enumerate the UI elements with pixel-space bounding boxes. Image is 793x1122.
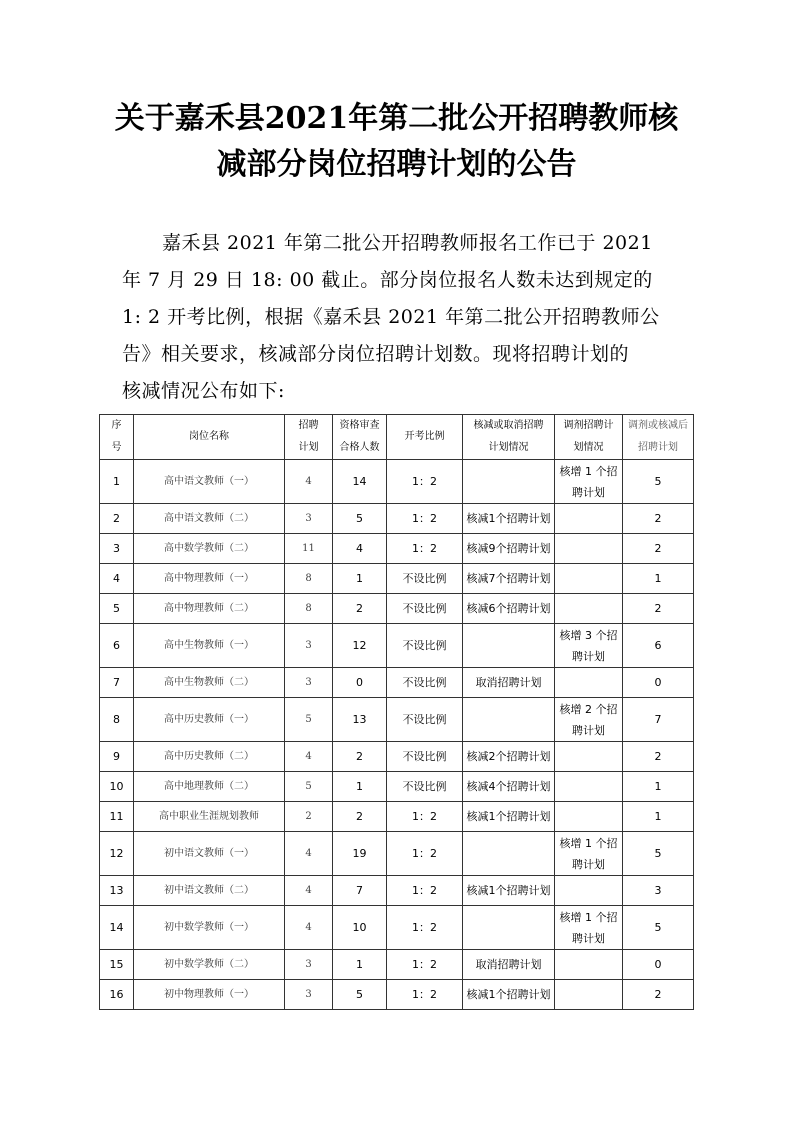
cell-adjust bbox=[555, 564, 623, 594]
cell-seq: 8 bbox=[100, 698, 134, 742]
cell-final: 7 bbox=[623, 698, 694, 742]
cell-plan: 2 bbox=[285, 802, 333, 832]
announcement-title-line2: 减部分岗位招聘计划的公告 bbox=[216, 147, 577, 182]
cell-change: 核减6个招聘计划 bbox=[463, 594, 555, 624]
cell-seq: 5 bbox=[100, 594, 134, 624]
cell-adjust bbox=[555, 668, 623, 698]
cell-ratio: 不设比例 bbox=[387, 772, 463, 802]
cell-plan: 8 bbox=[285, 564, 333, 594]
cell-position-name: 高中生物教师（一） bbox=[134, 624, 285, 668]
cell-final: 2 bbox=[623, 594, 694, 624]
cell-ratio: 1：2 bbox=[387, 950, 463, 980]
cell-qualified: 19 bbox=[333, 832, 387, 876]
cell-seq: 13 bbox=[100, 876, 134, 906]
cell-final: 2 bbox=[623, 504, 694, 534]
body-line: 嘉禾县 2021 年第二批公开招聘教师报名工作已于 2021 bbox=[162, 232, 653, 254]
cell-plan: 4 bbox=[285, 742, 333, 772]
table-row bbox=[100, 772, 694, 802]
cell-final: 1 bbox=[623, 802, 694, 832]
table-row bbox=[100, 906, 694, 950]
table-row bbox=[100, 534, 694, 564]
cell-adjust-line: 聘计划 bbox=[572, 931, 605, 945]
cell-position-name: 高中数学教师（二） bbox=[134, 534, 285, 564]
cell-seq: 3 bbox=[100, 534, 134, 564]
table-row bbox=[100, 668, 694, 698]
cell-adjust bbox=[555, 772, 623, 802]
cell-change bbox=[463, 460, 555, 504]
cell-final: 2 bbox=[623, 534, 694, 564]
cell-qualified: 5 bbox=[333, 980, 387, 1010]
cell-qualified: 13 bbox=[333, 698, 387, 742]
cell-change bbox=[463, 698, 555, 742]
cell-final: 1 bbox=[623, 772, 694, 802]
cell-adjust bbox=[555, 594, 623, 624]
cell-final: 3 bbox=[623, 876, 694, 906]
cell-position-name: 高中历史教师（二） bbox=[134, 742, 285, 772]
cell-final: 0 bbox=[623, 950, 694, 980]
cell-position-name: 高中生物教师（二） bbox=[134, 668, 285, 698]
cell-adjust-line: 核增 1 个招 bbox=[559, 836, 618, 850]
cell-adjust bbox=[555, 876, 623, 906]
cell-plan: 4 bbox=[285, 876, 333, 906]
cell-final: 5 bbox=[623, 906, 694, 950]
cell-position-name: 初中数学教师（一） bbox=[134, 906, 285, 950]
body-line: 核减情况公布如下: bbox=[122, 380, 285, 402]
table-header-row bbox=[100, 415, 694, 460]
cell-adjust-line: 核增 2 个招 bbox=[559, 702, 618, 716]
header-adjust: 调剂招聘计 划情况 bbox=[555, 415, 623, 460]
cell-seq: 7 bbox=[100, 668, 134, 698]
body-line: 年 7 月 29 日 18: 00 截止。部分岗位报名人数未达到规定的 bbox=[122, 269, 653, 291]
cell-position-name: 高中语文教师（一） bbox=[134, 460, 285, 504]
cell-adjust-line: 聘计划 bbox=[572, 857, 605, 871]
cell-plan: 3 bbox=[285, 950, 333, 980]
cell-adjust bbox=[555, 460, 623, 504]
cell-change: 核减1个招聘计划 bbox=[463, 802, 555, 832]
cell-position-name: 高中物理教师（二） bbox=[134, 594, 285, 624]
cell-position-name: 初中语文教师（一） bbox=[134, 832, 285, 876]
cell-final: 0 bbox=[623, 668, 694, 698]
cell-seq: 16 bbox=[100, 980, 134, 1010]
cell-qualified: 4 bbox=[333, 534, 387, 564]
cell-adjust-line: 核增 1 个招 bbox=[559, 910, 618, 924]
cell-qualified: 2 bbox=[333, 594, 387, 624]
cell-change: 核减1个招聘计划 bbox=[463, 504, 555, 534]
cell-adjust bbox=[555, 534, 623, 564]
cell-qualified: 10 bbox=[333, 906, 387, 950]
table-row bbox=[100, 742, 694, 772]
cell-adjust-line: 核增 3 个招 bbox=[559, 628, 618, 642]
cell-final: 5 bbox=[623, 832, 694, 876]
header-plan: 招聘 计划 bbox=[285, 415, 333, 460]
cell-ratio: 1：2 bbox=[387, 906, 463, 950]
table-row bbox=[100, 564, 694, 594]
cell-qualified: 1 bbox=[333, 772, 387, 802]
cell-position-name: 高中职业生涯规划教师 bbox=[134, 802, 285, 832]
cell-ratio: 不设比例 bbox=[387, 668, 463, 698]
cell-seq: 4 bbox=[100, 564, 134, 594]
table-row bbox=[100, 950, 694, 980]
cell-seq: 15 bbox=[100, 950, 134, 980]
cell-seq: 14 bbox=[100, 906, 134, 950]
cell-seq: 11 bbox=[100, 802, 134, 832]
cell-final: 2 bbox=[623, 980, 694, 1010]
cell-change bbox=[463, 624, 555, 668]
cell-position-name: 高中地理教师（二） bbox=[134, 772, 285, 802]
cell-seq: 2 bbox=[100, 504, 134, 534]
cell-plan: 4 bbox=[285, 906, 333, 950]
table-row bbox=[100, 594, 694, 624]
cell-position-name: 初中物理教师（一） bbox=[134, 980, 285, 1010]
table-row bbox=[100, 832, 694, 876]
cell-change: 核减2个招聘计划 bbox=[463, 742, 555, 772]
cell-adjust bbox=[555, 832, 623, 876]
cell-ratio: 1：2 bbox=[387, 980, 463, 1010]
cell-final: 2 bbox=[623, 742, 694, 772]
table-row bbox=[100, 504, 694, 534]
cell-change: 取消招聘计划 bbox=[463, 668, 555, 698]
cell-position-name: 初中数学教师（二） bbox=[134, 950, 285, 980]
cell-adjust bbox=[555, 698, 623, 742]
body-line: 告》相关要求，核减部分岗位招聘计划数。现将招聘计划的 bbox=[122, 343, 630, 365]
cell-qualified: 1 bbox=[333, 950, 387, 980]
table-row bbox=[100, 980, 694, 1010]
header-position-name: 岗位名称 bbox=[134, 415, 285, 460]
announcement-title-line1: 关于嘉禾县2021年第二批公开招聘教师核 bbox=[114, 101, 679, 136]
cell-adjust bbox=[555, 624, 623, 668]
cell-ratio: 不设比例 bbox=[387, 594, 463, 624]
cell-ratio: 不设比例 bbox=[387, 698, 463, 742]
cell-ratio: 不设比例 bbox=[387, 624, 463, 668]
cell-plan: 3 bbox=[285, 624, 333, 668]
cell-ratio: 1：2 bbox=[387, 876, 463, 906]
cell-plan: 4 bbox=[285, 832, 333, 876]
cell-qualified: 2 bbox=[333, 742, 387, 772]
header-change: 核减或取消招聘 计划情况 bbox=[463, 415, 555, 460]
cell-seq: 6 bbox=[100, 624, 134, 668]
cell-seq: 10 bbox=[100, 772, 134, 802]
recruitment-plan-table bbox=[99, 414, 694, 1010]
cell-position-name: 初中语文教师（二） bbox=[134, 876, 285, 906]
cell-adjust bbox=[555, 950, 623, 980]
table-row bbox=[100, 876, 694, 906]
cell-final: 5 bbox=[623, 460, 694, 504]
cell-adjust bbox=[555, 980, 623, 1010]
header-seq: 序 号 bbox=[100, 415, 134, 460]
cell-ratio: 1：2 bbox=[387, 534, 463, 564]
cell-plan: 3 bbox=[285, 980, 333, 1010]
header-final: 调剂或核减后 招聘计划 bbox=[623, 415, 694, 460]
cell-change: 核减9个招聘计划 bbox=[463, 534, 555, 564]
cell-position-name: 高中语文教师（二） bbox=[134, 504, 285, 534]
cell-plan: 11 bbox=[285, 534, 333, 564]
cell-ratio: 不设比例 bbox=[387, 564, 463, 594]
cell-adjust bbox=[555, 802, 623, 832]
cell-ratio: 1：2 bbox=[387, 802, 463, 832]
cell-ratio: 不设比例 bbox=[387, 742, 463, 772]
cell-final: 1 bbox=[623, 564, 694, 594]
cell-qualified: 1 bbox=[333, 564, 387, 594]
cell-qualified: 12 bbox=[333, 624, 387, 668]
cell-change bbox=[463, 906, 555, 950]
cell-ratio: 1：2 bbox=[387, 460, 463, 504]
cell-ratio: 1：2 bbox=[387, 504, 463, 534]
cell-adjust bbox=[555, 742, 623, 772]
header-ratio: 开考比例 bbox=[387, 415, 463, 460]
announcement-body bbox=[122, 225, 667, 410]
cell-qualified: 14 bbox=[333, 460, 387, 504]
cell-plan: 8 bbox=[285, 594, 333, 624]
cell-adjust-line: 聘计划 bbox=[572, 649, 605, 663]
cell-adjust bbox=[555, 504, 623, 534]
table-row bbox=[100, 698, 694, 742]
cell-change bbox=[463, 832, 555, 876]
cell-change: 核减1个招聘计划 bbox=[463, 876, 555, 906]
cell-adjust-line: 核增 1 个招 bbox=[559, 464, 618, 478]
cell-adjust-line: 聘计划 bbox=[572, 723, 605, 737]
cell-position-name: 高中物理教师（一） bbox=[134, 564, 285, 594]
table-row bbox=[100, 460, 694, 504]
cell-qualified: 5 bbox=[333, 504, 387, 534]
cell-plan: 4 bbox=[285, 460, 333, 504]
cell-change: 取消招聘计划 bbox=[463, 950, 555, 980]
cell-qualified: 2 bbox=[333, 802, 387, 832]
cell-change: 核减7个招聘计划 bbox=[463, 564, 555, 594]
cell-seq: 9 bbox=[100, 742, 134, 772]
table-row bbox=[100, 624, 694, 668]
cell-position-name: 高中历史教师（一） bbox=[134, 698, 285, 742]
cell-ratio: 1：2 bbox=[387, 832, 463, 876]
cell-plan: 5 bbox=[285, 698, 333, 742]
cell-plan: 3 bbox=[285, 668, 333, 698]
cell-qualified: 7 bbox=[333, 876, 387, 906]
cell-change: 核减4个招聘计划 bbox=[463, 772, 555, 802]
table-row bbox=[100, 802, 694, 832]
cell-final: 6 bbox=[623, 624, 694, 668]
cell-change: 核减1个招聘计划 bbox=[463, 980, 555, 1010]
cell-seq: 12 bbox=[100, 832, 134, 876]
table-body bbox=[100, 460, 694, 1010]
cell-adjust-line: 聘计划 bbox=[572, 485, 605, 499]
cell-seq: 1 bbox=[100, 460, 134, 504]
cell-adjust bbox=[555, 906, 623, 950]
body-line: 1: 2 开考比例，根据《嘉禾县 2021 年第二批公开招聘教师公 bbox=[122, 306, 660, 328]
cell-qualified: 0 bbox=[333, 668, 387, 698]
cell-plan: 3 bbox=[285, 504, 333, 534]
cell-plan: 5 bbox=[285, 772, 333, 802]
header-qualified: 资格审查 合格人数 bbox=[333, 415, 387, 460]
